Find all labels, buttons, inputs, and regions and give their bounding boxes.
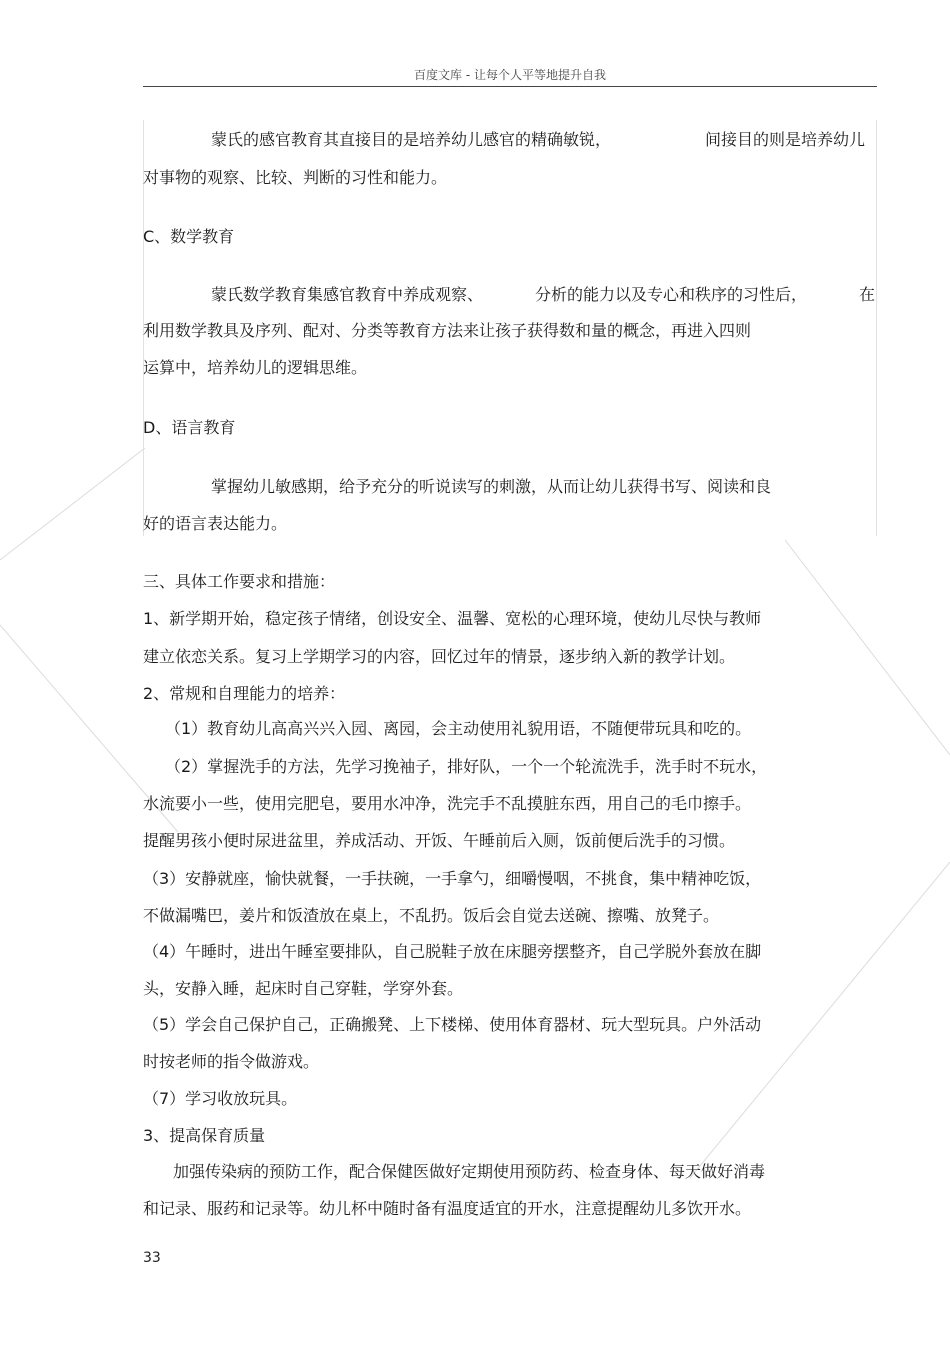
sub-item-5-line-2: 时按老师的指令做游戏。 — [143, 1052, 320, 1071]
sub-item-4-line-1: （4）午睡时，进出午睡室要排队，自己脱鞋子放在床腿旁摆整齐，自己学脱外套放在脚 — [143, 942, 762, 961]
sub-item-3-line-2: 不做漏嘴巴，姜片和饭渣放在桌上，不乱扔。饭后会自觉去送碗、擦嘴、放凳子。 — [143, 906, 720, 925]
section-b-text-a: 蒙氏的感官教育其直接目的是培养幼儿感官的精确敏锐， — [211, 130, 612, 149]
sub-item-2-line-3: 提醒男孩小便时尿进盆里，养成活动、开饭、午睡前后入厕，饭前便后洗手的习惯。 — [143, 831, 736, 850]
item-1-line-1: 1、新学期开始，稳定孩子情绪，创设安全、温馨、宽松的心理环境，使幼儿尽快与教师 — [143, 609, 762, 628]
section-c-line-3: 运算中，培养幼儿的逻辑思维。 — [143, 358, 368, 377]
section-3-heading: 三、具体工作要求和措施： — [143, 572, 336, 591]
section-d-heading: D、语言教育 — [143, 418, 236, 437]
section-d-line-1: 掌握幼儿敏感期，给予充分的听说读写的刺激，从而让幼儿获得书写、阅读和良 — [211, 477, 772, 496]
section-b-line-2: 对事物的观察、比较、判断的习性和能力。 — [143, 168, 448, 187]
sub-item-2-line-1: （2）掌握洗手的方法，先学习挽袖子，排好队，一个一个轮流洗手，洗手时不玩水， — [165, 757, 768, 776]
section-c-text-a: 蒙氏数学教育集感官教育中养成观察、 — [211, 285, 484, 304]
section-d-line-2: 好的语言表达能力。 — [143, 514, 288, 533]
section-c-text-b: 分析的能力以及专心和秩序的习性后， — [534, 285, 807, 304]
section-c-heading: C、数学教育 — [143, 227, 235, 246]
page-number: 33 — [143, 1250, 161, 1266]
item-3-heading: 3、提高保育质量 — [143, 1126, 266, 1145]
sub-item-3-line-1: （3）安静就座，愉快就餐，一手扶碗，一手拿勺，细嚼慢咽，不挑食，集中精神吃饭， — [143, 869, 762, 888]
section-b-text-b: 间接目的则是培养幼儿 — [704, 130, 865, 149]
sub-item-1: （1）教育幼儿高高兴兴入园、离园，会主动使用礼貌用语，不随便带玩具和吃的。 — [165, 719, 752, 738]
sub-item-4-line-2: 头，安静入睡，起床时自己穿鞋，学穿外套。 — [143, 979, 464, 998]
section-c-text-c: 在 — [858, 285, 875, 304]
item-3-line-1: 加强传染病的预防工作，配合保健医做好定期使用预防药、检查身体、每天做好消毒 — [173, 1162, 766, 1181]
section-c-line-2: 利用数学教具及序列、配对、分类等教育方法来让孩子获得数和量的概念，再进入四则 — [143, 321, 752, 340]
section-c-line-1 — [143, 283, 883, 307]
item-1-line-2: 建立依恋关系。复习上学期学习的内容，回忆过年的情景，逐步纳入新的教学计划。 — [143, 647, 736, 666]
item-2-heading: 2、常规和自理能力的培养： — [143, 684, 346, 703]
sub-item-7: （7）学习收放玩具。 — [143, 1089, 298, 1108]
page-header: 百度文库 - 让每个人平等地提升自我 — [414, 68, 606, 82]
sub-item-2-line-2: 水流要小一些，使用完肥皂，要用水冲净，洗完手不乱摸脏东西，用自己的毛巾擦手。 — [143, 794, 752, 813]
section-b-line-1 — [143, 128, 883, 152]
item-3-line-2: 和记录、服药和记录等。幼儿杯中随时备有温度适宜的开水，注意提醒幼儿多饮开水。 — [143, 1199, 752, 1218]
sub-item-5-line-1: （5）学会自己保护自己，正确搬凳、上下楼梯、使用体育器材、玩大型玩具。户外活动 — [143, 1015, 762, 1034]
